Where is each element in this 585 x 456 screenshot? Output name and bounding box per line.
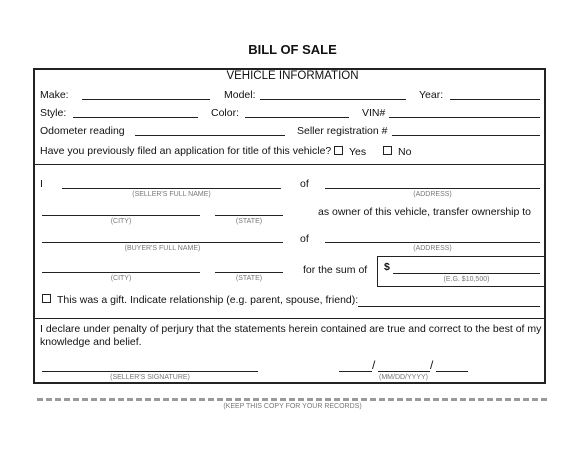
seller-state-caption: (STATE) bbox=[235, 218, 263, 225]
declaration-line-1: I declare under penalty of perjury that the statements herein contained are true and correct to the best of my bbox=[40, 323, 542, 335]
buyer-state-field[interactable] bbox=[215, 272, 283, 273]
date-slash-1: / bbox=[372, 358, 376, 372]
i-label: I bbox=[40, 178, 43, 190]
sum-example-caption: (E.G. $10,500) bbox=[443, 276, 490, 283]
seller-name-caption: (SELLER'S FULL NAME) bbox=[132, 191, 211, 198]
seller-address-caption: (ADDRESS) bbox=[413, 191, 452, 198]
odometer-field[interactable] bbox=[135, 135, 285, 136]
of-label: of bbox=[300, 178, 309, 190]
gift-label: This was a gift. Indicate relationship (e.g. parent, spouse, friend): bbox=[57, 294, 359, 306]
seller-name-field[interactable] bbox=[62, 188, 281, 189]
keep-copy-note: (KEEP THIS COPY FOR YOUR RECORDS) bbox=[223, 403, 362, 410]
dollar-sign: $ bbox=[384, 261, 390, 273]
date-slash-2: / bbox=[430, 358, 434, 372]
style-label: Style: bbox=[40, 107, 67, 119]
model-field[interactable] bbox=[260, 99, 406, 100]
seller-signature-caption: (SELLER'S SIGNATURE) bbox=[110, 374, 190, 381]
seller-city-caption: (CITY) bbox=[110, 218, 132, 225]
no-label: No bbox=[398, 146, 412, 158]
document-title: BILL OF SALE bbox=[248, 42, 337, 57]
date-year-field[interactable] bbox=[436, 371, 468, 372]
vehicle-info-heading: VEHICLE INFORMATION bbox=[226, 70, 359, 82]
buyer-address-caption: (ADDRESS) bbox=[413, 245, 452, 252]
odometer-label: Odometer reading bbox=[40, 125, 125, 137]
seller-signature-field[interactable] bbox=[42, 371, 258, 372]
no-checkbox[interactable] bbox=[383, 146, 392, 155]
seller-address-field[interactable] bbox=[325, 188, 540, 189]
seller-registration-field[interactable] bbox=[392, 135, 540, 136]
yes-checkbox[interactable] bbox=[334, 146, 343, 155]
buyer-state-caption: (STATE) bbox=[235, 275, 263, 282]
title-application-question: Have you previously filed an application for title of this vehicle? bbox=[40, 145, 332, 157]
sum-field[interactable] bbox=[393, 273, 540, 274]
date-month-field[interactable] bbox=[339, 371, 372, 372]
buyer-city-field[interactable] bbox=[42, 272, 200, 273]
model-label: Model: bbox=[224, 89, 256, 101]
declaration-line-2: knowledge and belief. bbox=[40, 336, 142, 348]
year-field[interactable] bbox=[450, 99, 540, 100]
vin-label: VIN# bbox=[362, 107, 386, 119]
of-label-2: of bbox=[300, 233, 309, 245]
buyer-city-caption: (CITY) bbox=[110, 275, 132, 282]
yes-label: Yes bbox=[349, 146, 367, 158]
relationship-field[interactable] bbox=[358, 306, 540, 307]
buyer-address-field[interactable] bbox=[325, 242, 540, 243]
make-field[interactable] bbox=[82, 99, 210, 100]
section-divider-vehicle bbox=[35, 164, 544, 165]
style-field[interactable] bbox=[73, 117, 198, 118]
date-caption: (MM/DD/YYYY) bbox=[379, 374, 428, 381]
color-field[interactable] bbox=[245, 117, 349, 118]
seller-registration-label: Seller registration # bbox=[297, 125, 388, 137]
year-label: Year: bbox=[419, 89, 444, 101]
sum-label: for the sum of bbox=[303, 264, 368, 276]
gift-checkbox[interactable] bbox=[42, 294, 51, 303]
date-day-field[interactable] bbox=[378, 371, 430, 372]
seller-state-field[interactable] bbox=[215, 215, 283, 216]
buyer-name-caption: (BUYER'S FULL NAME) bbox=[124, 245, 201, 252]
seller-city-field[interactable] bbox=[42, 215, 200, 216]
section-divider-transfer bbox=[35, 318, 544, 319]
make-label: Make: bbox=[40, 89, 69, 101]
buyer-name-field[interactable] bbox=[42, 242, 283, 243]
cut-line bbox=[37, 398, 547, 401]
color-label: Color: bbox=[211, 107, 240, 119]
vin-field[interactable] bbox=[389, 117, 540, 118]
transfer-ownership-text: as owner of this vehicle, transfer ownership to bbox=[318, 206, 532, 218]
